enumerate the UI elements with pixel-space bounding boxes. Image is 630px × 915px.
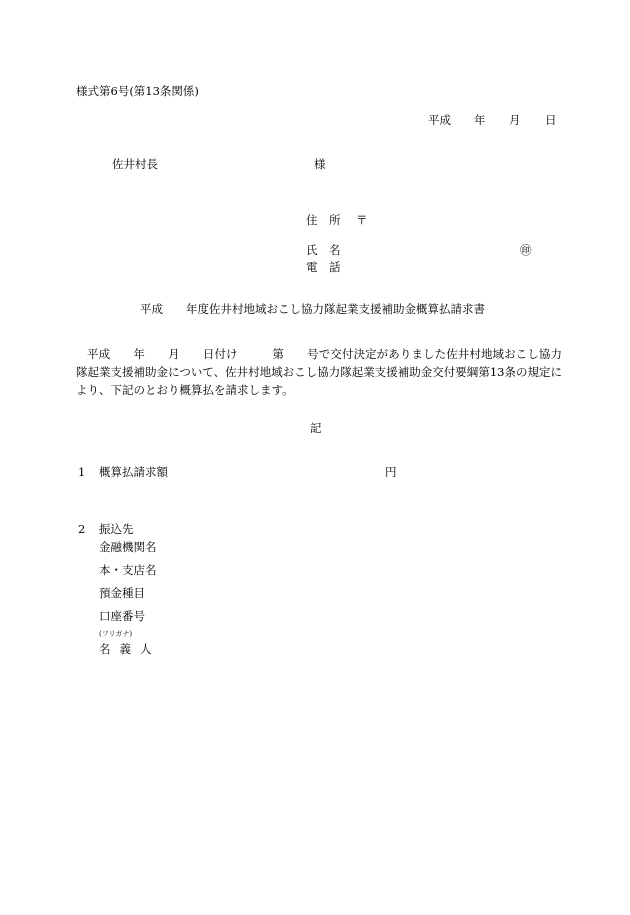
account-number-label: 口座番号 — [99, 609, 145, 623]
title-era: 平成 — [140, 302, 163, 316]
deposit-type-label: 預金種目 — [99, 586, 145, 600]
branch-label: 本・支店名 — [99, 563, 157, 577]
item-1-unit: 円 — [385, 465, 397, 479]
item-2-label: 振込先 — [99, 522, 134, 536]
address-label: 住 所 — [306, 213, 341, 227]
item-1-number: 1 — [78, 465, 86, 479]
date-era: 平成 — [428, 113, 451, 127]
body-paragraph: 平成 年 月 日付け 第 号で交付決定がありました佐井村地域おこし協力隊起業支援補助金について、佐井村地域おこし協力隊起業支援補助金交付要綱第13条の規定により、下記のとおり概算払を請求します。 — [76, 347, 562, 397]
addressee-name: 佐井村長 — [112, 157, 158, 171]
ki-heading: 記 — [310, 421, 322, 435]
postal-mark: 〒 — [356, 213, 368, 227]
item-2-number: 2 — [78, 522, 86, 536]
seal-mark: ㊞ — [520, 243, 532, 257]
date-month: 月 — [509, 113, 521, 127]
form-number: 様式第6号(第13条関係) — [76, 84, 199, 98]
holder-label: 名義人 — [99, 642, 161, 656]
name-label: 氏 名 — [306, 243, 341, 257]
phone-label: 電 話 — [306, 260, 341, 274]
furigana-label: (フリガナ) — [99, 630, 133, 638]
addressee-honorific: 様 — [314, 157, 326, 171]
date-year: 年 — [474, 113, 486, 127]
date-day: 日 — [545, 113, 557, 127]
bank-name-label: 金融機関名 — [99, 540, 157, 554]
title-text: 年度佐井村地域おこし協力隊起業支援補助金概算払請求書 — [186, 302, 485, 316]
item-1-label: 概算払請求額 — [99, 465, 168, 479]
